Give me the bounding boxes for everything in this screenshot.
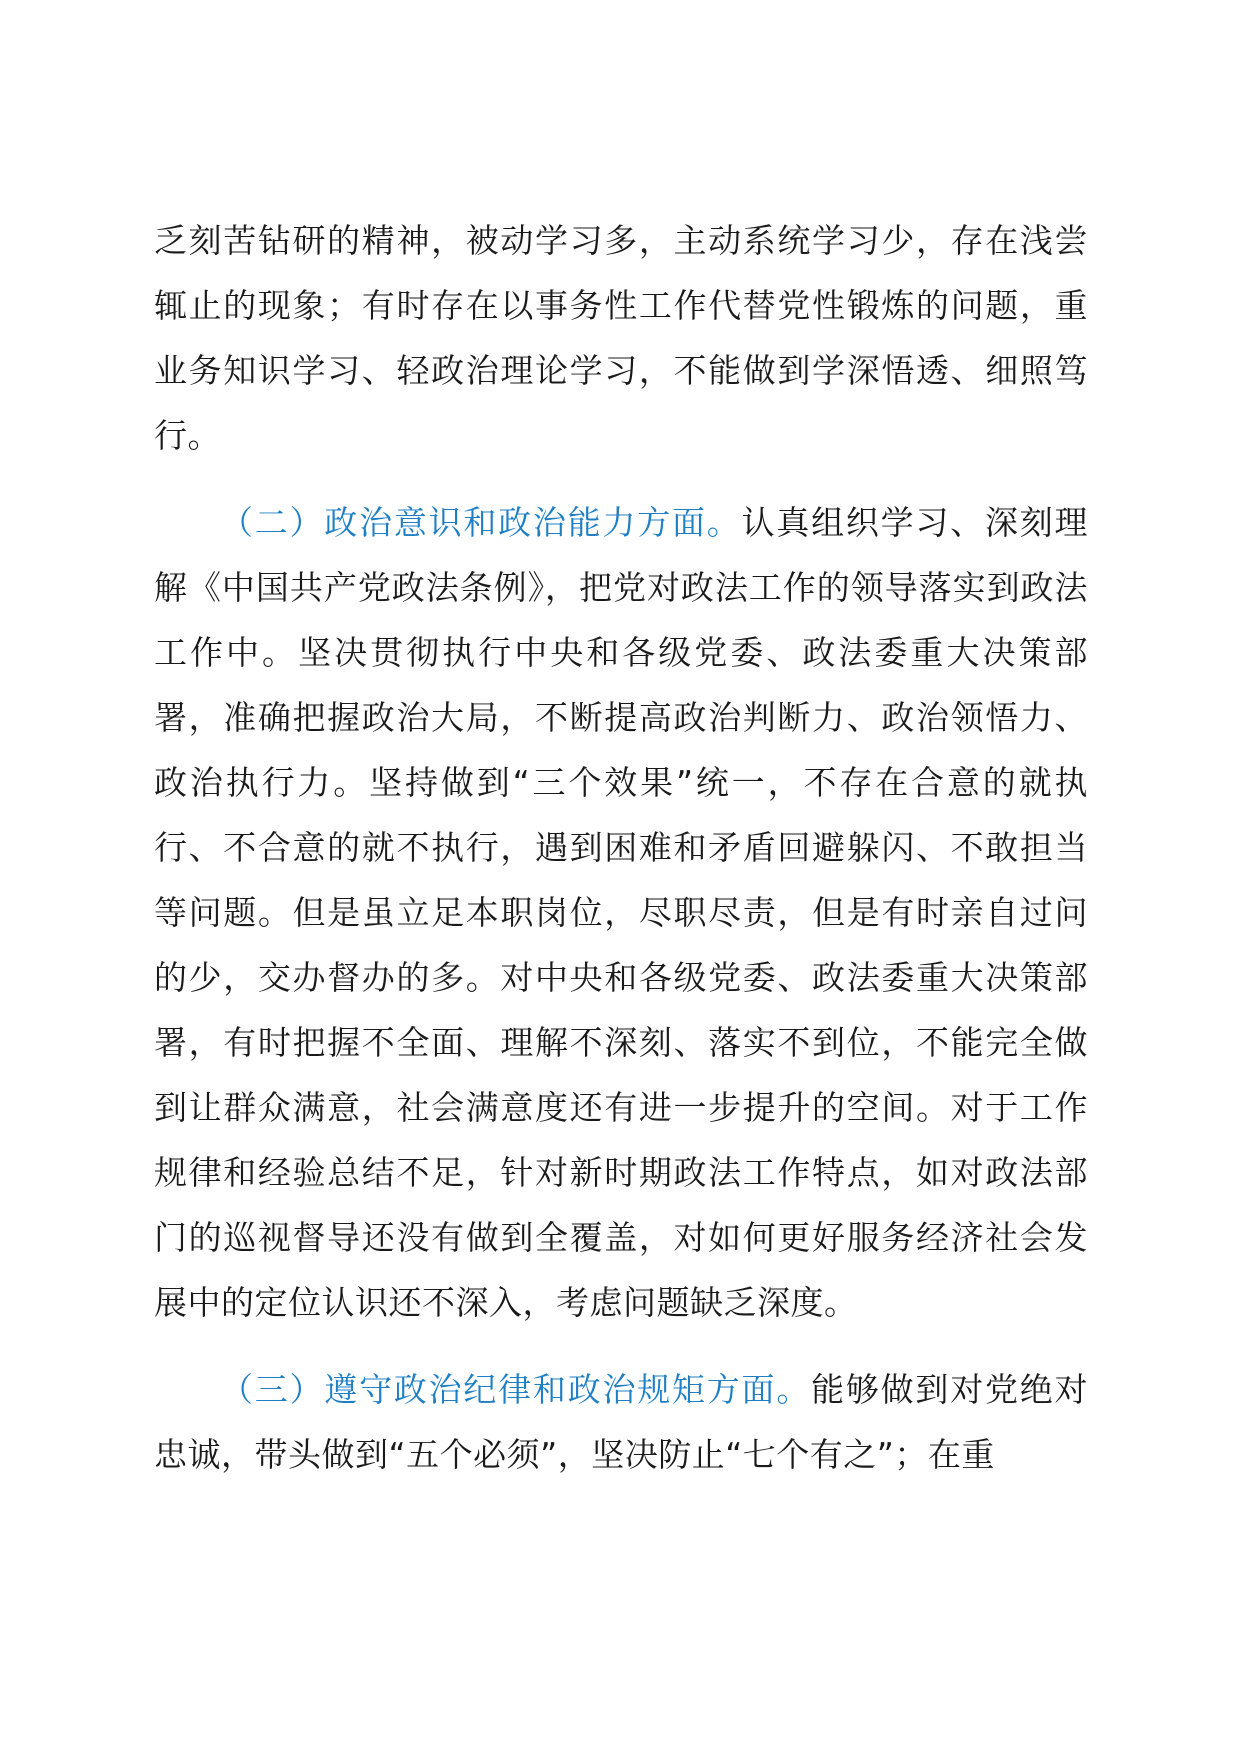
paragraph-text: 认真组织学习、深刻理解《中国共产党政法条例》，把党对政法工作的领导落实到政法工作中。坚决贯彻执行中央和各级党委、政法委重大决策部署，准确把握政治大局，不断提高政治判断力、政治领悟力、政治执行力。坚持做到“三个效果”统一，不存在合意的就执行、不合意的就不执行，遇到困难和矛盾回避躲闪、不敢担当等问题。但是虽立足本职岗位，尽职尽责，但是有时亲自过问的少，交办督办的多。对中央和各级党委、政法委重大决策部署，有时把握不全面、理解不深刻、落实不到位，不能完全做到让群众满意，社会满意度还有进一步提升的空间。对于工作规律和经验总结不足，针对新时期政法工作特点，如对政法部门的巡视督导还没有做到全覆盖，对如何更好服务经济社会发展中的定位认识还不深入，考虑问题缺乏深度。 <box>154 503 1089 1322</box>
section-heading-2: （二）政治意识和政治能力方面。 <box>220 503 742 542</box>
paragraph-text: 乏刻苦钻研的精神，被动学习多，主动系统学习少，存在浅尝辄止的现象；有时存在以事务性工作代替党性锻炼的问题，重业务知识学习、轻政治理论学习，不能做到学深悟透、细照笃行。 <box>154 221 1088 455</box>
paragraph-political-awareness <box>154 490 1088 1335</box>
paragraph-text: 能够做到对党绝对忠诚，带头做到“五个必须”，坚决防止“七个有之”；在重 <box>154 1370 1089 1474</box>
paragraph-continued <box>154 208 1088 468</box>
paragraph-political-discipline <box>154 1357 1088 1487</box>
document-body <box>154 208 1088 1509</box>
section-heading-3: （三）遵守政治纪律和政治规矩方面。 <box>220 1370 812 1409</box>
